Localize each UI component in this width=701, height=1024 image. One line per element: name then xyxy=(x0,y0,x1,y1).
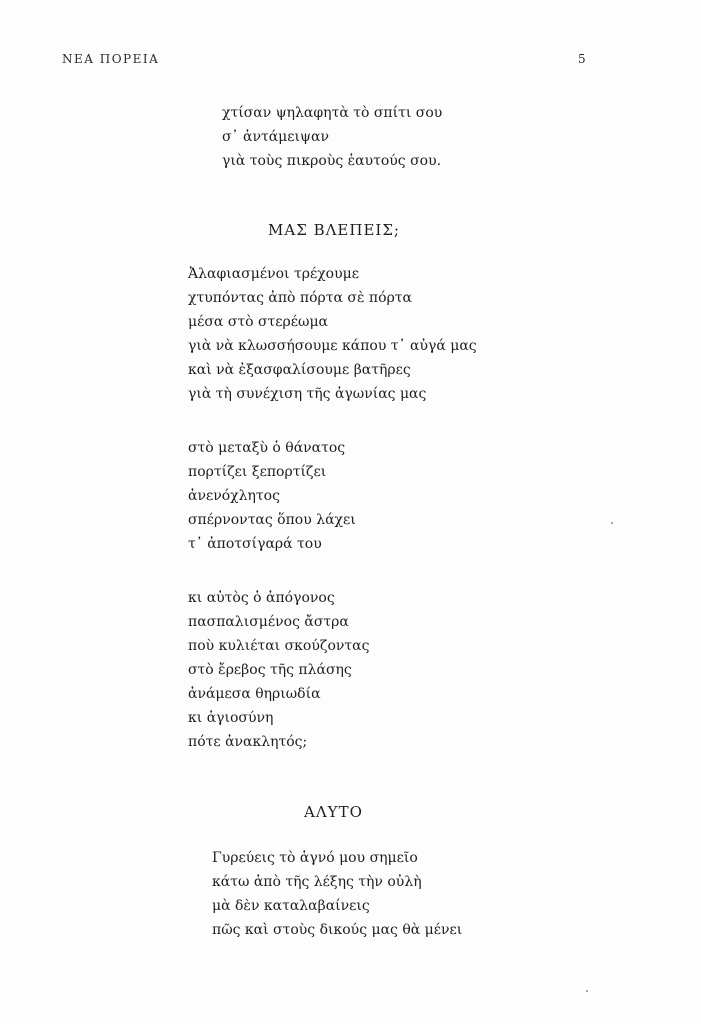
scan-speck xyxy=(611,522,613,524)
poem-line: στὸ μεταξὺ ὁ θάνατος xyxy=(188,440,346,456)
poem-line: στὸ ἔρεβος τῆς πλάσης xyxy=(188,662,352,678)
poem-title-alyto: ΑΛΥΤΟ xyxy=(304,803,363,821)
poem-alyto-stanza xyxy=(212,846,462,942)
poem-line: κι ἁγιοσύνη xyxy=(188,710,274,726)
scan-speck xyxy=(586,990,588,992)
poem-line: πῶς καὶ στοὺς δικούς μας θὰ μένει xyxy=(212,922,463,938)
poem-line: πότε ἀνακλητός; xyxy=(188,734,308,750)
poem-line: κι αὐτὸς ὁ ἀπόγονος xyxy=(188,590,335,606)
poem-line: καὶ νὰ ἐξασφαλίσουμε βατῆρες xyxy=(188,362,411,378)
poem-line: σ᾽ ἀντάμειψαν xyxy=(222,129,329,145)
stanza-2 xyxy=(188,436,356,556)
poem-line: Γυρεύεις τὸ ἁγνό μου σημεῖο xyxy=(212,850,418,866)
poem-line: γιὰ τὴ συνέχιση τῆς ἀγωνίας μας xyxy=(188,386,427,402)
poem-line: χτυπόντας ἀπὸ πόρτα σὲ πόρτα xyxy=(188,290,412,306)
page-number: 5 xyxy=(578,52,586,66)
continued-poem xyxy=(222,101,442,173)
poem-line: γιὰ τοὺς πικροὺς ἑαυτούς σου. xyxy=(222,153,442,169)
poem-line: ποὺ κυλιέται σκούζοντας xyxy=(188,638,370,654)
poem-line: χτίσαν ψηλαφητὰ τὸ σπίτι σου xyxy=(222,105,443,121)
poem-line: γιὰ νὰ κλωσσήσουμε κάπου τ᾽ αὐγά μας xyxy=(188,338,477,354)
poem-line: πορτίζει ξεπορτίζει xyxy=(188,464,327,480)
poem-line: ἀνάμεσα θηριωδία xyxy=(188,686,321,702)
poem-title-mas-vlepeis: ΜΑΣ ΒΛΕΠΕΙΣ; xyxy=(268,221,400,239)
poem-line: κάτω ἀπὸ τῆς λέξης τὴν οὐλὴ xyxy=(212,874,422,890)
poem-line: ἀνενόχλητος xyxy=(188,488,280,504)
poem-line: σπέρνοντας ὅπου λάχει xyxy=(188,512,356,528)
poem-line: μὰ δὲν καταλαβαίνεις xyxy=(212,898,370,914)
stanza-3 xyxy=(188,586,369,754)
poem-line: Ἀλαφιασμένοι τρέχουμε xyxy=(188,266,359,282)
poem-line: πασπαλισμένος ἄστρα xyxy=(188,614,349,630)
running-title: ΝΕΑ ΠΟΡΕΙΑ xyxy=(62,52,160,66)
poem-line: τ᾽ ἀποτσίγαρά του xyxy=(188,536,322,552)
stanza-1 xyxy=(188,262,477,406)
poem-line: μέσα στὸ στερέωμα xyxy=(188,314,328,330)
